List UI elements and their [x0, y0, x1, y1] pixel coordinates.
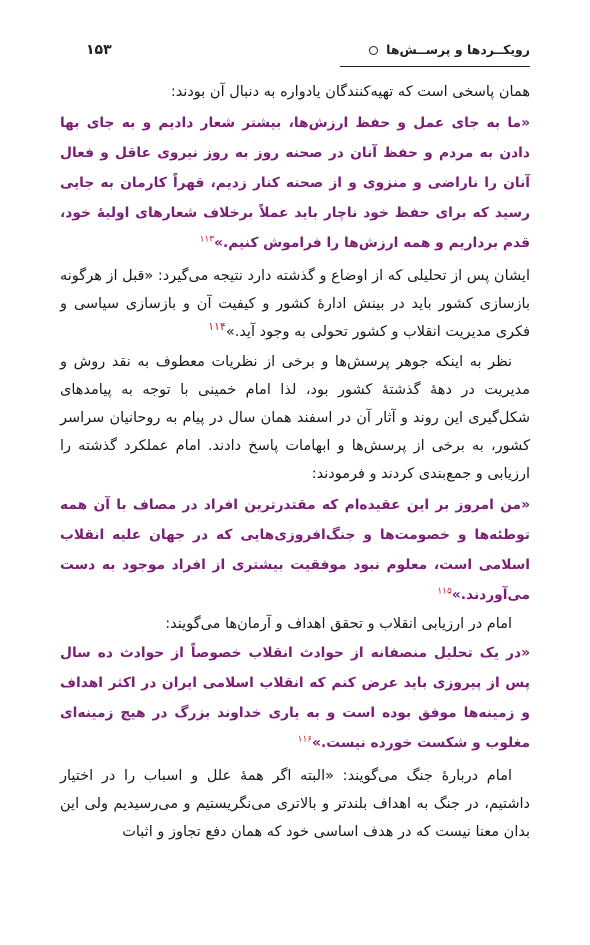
- paragraph-text: امام در ارزیابی انقلاب و تحقق اهداف و آرمان‌ها می‌گویند:: [165, 616, 512, 632]
- page-header: [86, 42, 530, 64]
- running-title-text: رویکــردها و پرســش‌ها: [386, 42, 530, 57]
- footnote-marker: ۱۱۳: [199, 234, 215, 245]
- paragraph: [60, 348, 530, 488]
- quote-text: «در یک تحلیل منصفانه از حوادث انقلاب خصوصاً از حوادث ده سال پس از پیروزی باید عرض کنم که انقلاب اسلامی ایران در اکثر اهداف و زمینه‌ها موفق بوده است و به یاری خداوند بزرگ در هیچ زمینه‌ای مغلوب و شکست خورده نیست.»: [60, 645, 530, 751]
- paragraph-intro-text: همان پاسخی است که تهیه‌کنندگان یادواره به دنبال آن بودند:: [170, 84, 530, 100]
- circle-bullet-icon: [369, 46, 378, 55]
- paragraph-intro: [60, 78, 530, 106]
- paragraph: [60, 762, 530, 846]
- quote-text: «ما به جای عمل و حفظ ارزش‌ها، بیشتر شعار دادیم و به جای بها دادن به مردم و حفظ آنان در صحنه روز به روز نیروی عاقل و فعال آنان را ناراضی و منزوی و از صحنه کنار زدیم، قهراً کارمان به جایی رسید که برای حفظ خود ناچار باید عملاً برخلاف شعارهای اولیهٔ خود، قدم برداریم و همه ارزش‌ها را فراموش کنیم.»: [60, 115, 530, 251]
- paragraph: [60, 610, 530, 638]
- quote-block: [60, 108, 530, 258]
- paragraph: [60, 262, 530, 346]
- paragraph-text: امام دربارهٔ جنگ می‌گویند: «البته اگر همهٔ علل و اسباب را در اختیار داشتیم، در جنگ به اهداف بلندتر و بالاتری می‌نگریستیم و می‌رسیدیم ولی این بدان معنا نیست که در هدف اساسی خود که همان دفع تجاوز و اثبات: [60, 768, 530, 840]
- page-body: [60, 78, 530, 846]
- page-number: ۱۵۳: [86, 42, 112, 58]
- footnote-marker: ۱۱۴: [208, 320, 226, 334]
- footnote-marker: ۱۱۵: [437, 586, 452, 597]
- header-rule: [340, 66, 530, 67]
- footnote-marker: ۱۱۶: [297, 734, 313, 745]
- paragraph-text: ایشان پس از تحلیلی که از اوضاع و گذشته دارد نتیجه می‌گیرد: «قبل از هرگونه بازسازی کشور باید در بینش ادارهٔ کشور و کیفیت آن و بازسازی سیاسی و فکری مدیریت انقلاب و کشور تحولی به وجود آید.»: [60, 268, 530, 340]
- quote-block: [60, 638, 530, 758]
- quote-block: [60, 490, 530, 610]
- running-title: [369, 42, 530, 57]
- paragraph-text: نظر به اینکه جوهر پرسش‌ها و برخی از نظریات معطوف به نقد روش و مدیریت در دههٔ گذشتهٔ کشور بود، لذا امام خمینی با توجه به پیامدهای شکل‌گیری این روند و آثار آن در اسفند همان سال در پیام به روحانیان سراسر کشور، به برخی از پرسش‌ها و ابهامات پاسخ دادند. امام عملکرد گذشته را ارزیابی و جمع‌بندی کردند و فرمودند:: [60, 354, 530, 482]
- quote-text: «من امروز بر این عقیده‌ام که مقتدرترین افراد در مصاف با آن همه توطئه‌ها و خصومت‌ها و جنگ‌افروزی‌هایی که در جهان علیه انقلاب اسلامی است، معلوم نبود موفقیت بیشتری از افراد موجود به دست می‌آوردند.»: [60, 497, 530, 603]
